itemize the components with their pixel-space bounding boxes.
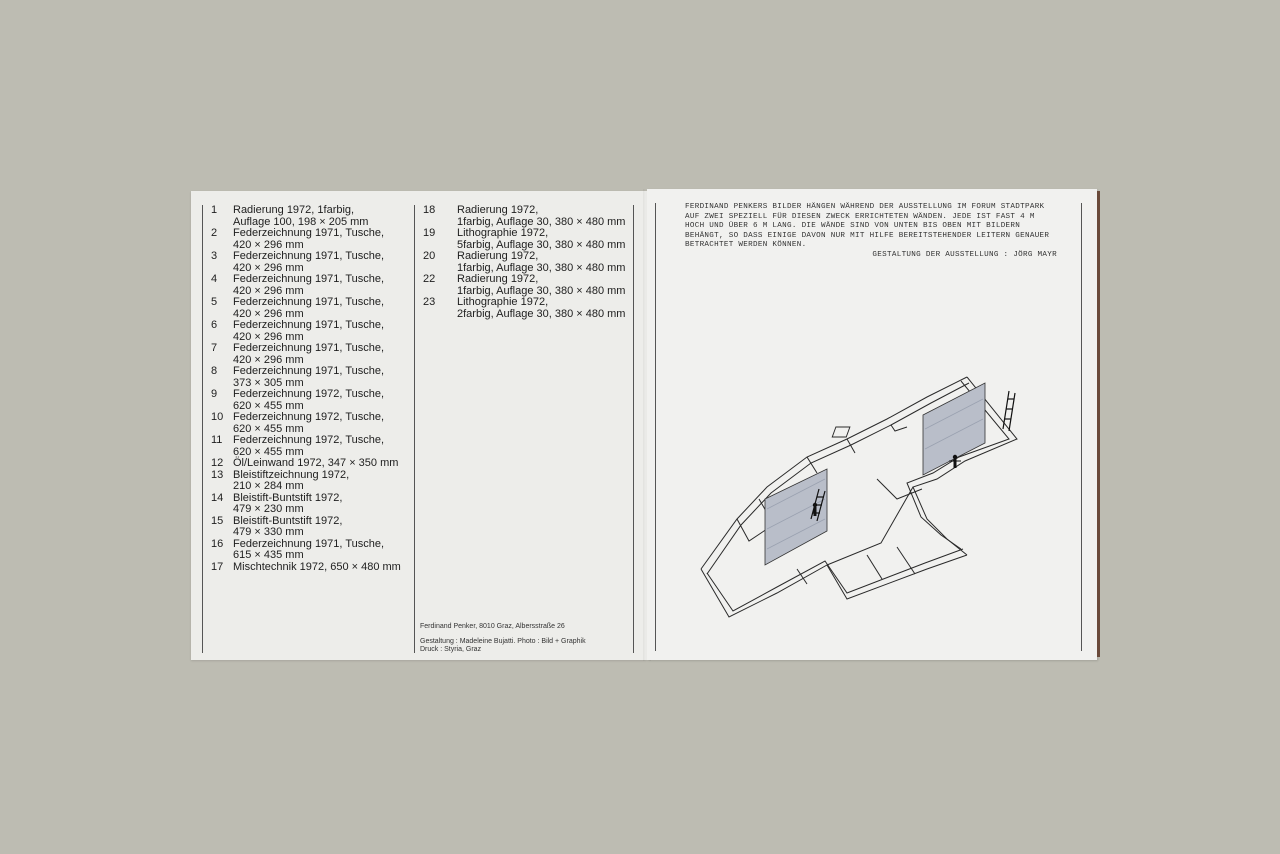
entry-number: 7 — [211, 342, 218, 354]
right-margin-rule — [633, 205, 634, 653]
catalog-entry — [211, 320, 401, 343]
caption-credit: GESTALTUNG DER AUSSTELLUNG : JÖRG MAYR — [872, 250, 1057, 259]
entry-number: 8 — [211, 365, 218, 377]
entry-number: 10 — [211, 411, 224, 423]
entry-description: Radierung 1972, 1farbig, Auflage 30, 380 × 480 mm — [457, 273, 626, 297]
caption-text: FERDINAND PENKERS BILDER HÄNGEN WÄHREND DER AUSSTELLUNG IM FORUM STADTPARK AUF ZWEI SPEZIELL FÜR DIESEN ZWECK ERRICHTETEN WÄNDEN. JEDE IST FAST 4 M HOCH UND ÜBER 6 M LANG. DIE WÄNDE SIND VON UNTEN BIS OBEN MIT BILDERN BEHÄNGT, SO DASS EINIGE DAVON NUR MIT HILFE BEREITSTEHENDER LEITERN GENAUER BETRACHTET WERDEN KÖNNEN. — [685, 203, 1050, 250]
catalog-entry — [211, 435, 401, 458]
catalog-entry — [423, 228, 625, 251]
column-divider-rule — [414, 205, 415, 653]
entry-description: Radierung 1972, 1farbig, Auflage 100, 198 × 205 mm — [233, 204, 369, 228]
entry-number: 18 — [423, 204, 436, 216]
entry-description: Bleistiftzeichnung 1972, 210 × 284 mm — [233, 468, 350, 492]
entry-number: 19 — [423, 227, 436, 239]
catalog-column-right — [423, 205, 625, 320]
entry-number: 2 — [211, 227, 218, 239]
catalog-entry — [423, 297, 625, 320]
catalog-entry — [211, 343, 401, 366]
catalog-entry — [211, 470, 401, 493]
imprint-design: Gestaltung : Madeleine Bujatti. Photo : Bild + Graphik — [420, 638, 586, 645]
entry-description: Lithographie 1972, 5farbig, Auflage 30, 380 × 480 mm — [457, 227, 626, 251]
entry-description: Federzeichnung 1971, Tusche, 420 × 296 mm — [233, 250, 385, 274]
catalog-entry — [423, 251, 625, 274]
catalog-entry — [211, 274, 401, 297]
catalog-entry — [211, 458, 401, 470]
entry-description: Federzeichnung 1971, Tusche, 420 × 296 mm — [233, 227, 385, 251]
entry-description: Bleistift-Buntstift 1972, 479 × 230 mm — [233, 491, 343, 515]
imprint-address: Ferdinand Penker, 8010 Graz, Albersstraße 26 — [420, 623, 565, 630]
entry-description: Federzeichnung 1971, Tusche, 615 × 435 mm — [233, 537, 385, 561]
catalog-entry — [423, 274, 625, 297]
entry-number: 22 — [423, 273, 436, 285]
entry-number: 12 — [211, 457, 224, 469]
entry-number: 1 — [211, 204, 218, 216]
entry-description: Federzeichnung 1971, Tusche, 420 × 296 mm — [233, 273, 385, 297]
entry-number: 20 — [423, 250, 436, 262]
entry-description: Federzeichnung 1971, Tusche, 373 × 305 mm — [233, 365, 385, 389]
imprint-print: Druck : Styria, Graz — [420, 646, 482, 653]
catalog-entry — [211, 493, 401, 516]
entry-description: Mischtechnik 1972, 650 × 480 mm — [233, 560, 401, 573]
catalog-entry — [211, 516, 401, 539]
catalog-entry — [211, 389, 401, 412]
entry-number: 3 — [211, 250, 218, 262]
right-page-left-rule — [655, 203, 656, 651]
catalog-entry — [211, 205, 401, 228]
entry-number: 15 — [211, 514, 224, 527]
entry-number: 9 — [211, 388, 218, 400]
entry-number: 11 — [211, 434, 223, 446]
catalog-entry — [211, 228, 401, 251]
entry-description: Federzeichnung 1972, Tusche, 620 × 455 mm — [233, 388, 385, 412]
catalog-entry — [211, 412, 401, 435]
entry-number: 14 — [211, 491, 224, 504]
entry-number: 16 — [211, 537, 224, 550]
entry-number: 13 — [211, 468, 224, 481]
catalog-entry — [211, 562, 401, 574]
entry-description: Federzeichnung 1971, Tusche, 420 × 296 mm — [233, 342, 385, 366]
entry-number: 4 — [211, 273, 218, 285]
entry-number: 23 — [423, 296, 436, 308]
catalog-entry — [423, 205, 625, 228]
entry-description: Federzeichnung 1972, Tusche, 620 × 455 mm — [233, 434, 385, 458]
entry-description: Radierung 1972, 1farbig, Auflage 30, 380 × 480 mm — [457, 204, 626, 228]
catalog-entry — [211, 539, 401, 562]
entry-number: 17 — [211, 560, 224, 573]
entry-description: Lithographie 1972, 2farbig, Auflage 30, 380 × 480 mm — [457, 296, 626, 320]
entry-number: 6 — [211, 319, 218, 331]
entry-description: Öl/Leinwand 1972, 347 × 350 mm — [233, 457, 399, 469]
exhibition-caption — [685, 203, 1057, 261]
catalog-entry — [211, 251, 401, 274]
catalog-spread — [191, 189, 1099, 661]
axonometric-floor-plan — [697, 369, 1077, 629]
right-page — [647, 189, 1097, 660]
ladder-back — [1003, 391, 1015, 431]
entry-description: Radierung 1972, 1farbig, Auflage 30, 380 × 480 mm — [457, 250, 626, 274]
entry-description: Bleistift-Buntstift 1972, 479 × 330 mm — [233, 514, 343, 538]
entry-description: Federzeichnung 1971, Tusche, 420 × 296 mm — [233, 296, 385, 320]
catalog-entry — [211, 297, 401, 320]
left-margin-rule — [202, 205, 203, 653]
imprint — [420, 623, 586, 654]
catalog-entry — [211, 366, 401, 389]
left-page — [191, 191, 647, 660]
entry-description: Federzeichnung 1971, Tusche, 420 × 296 mm — [233, 319, 385, 343]
entry-description: Federzeichnung 1972, Tusche, 620 × 455 mm — [233, 411, 385, 435]
catalog-column-left — [211, 205, 401, 573]
right-page-right-rule — [1081, 203, 1082, 651]
entry-number: 5 — [211, 296, 218, 308]
page-edge — [1097, 191, 1100, 657]
